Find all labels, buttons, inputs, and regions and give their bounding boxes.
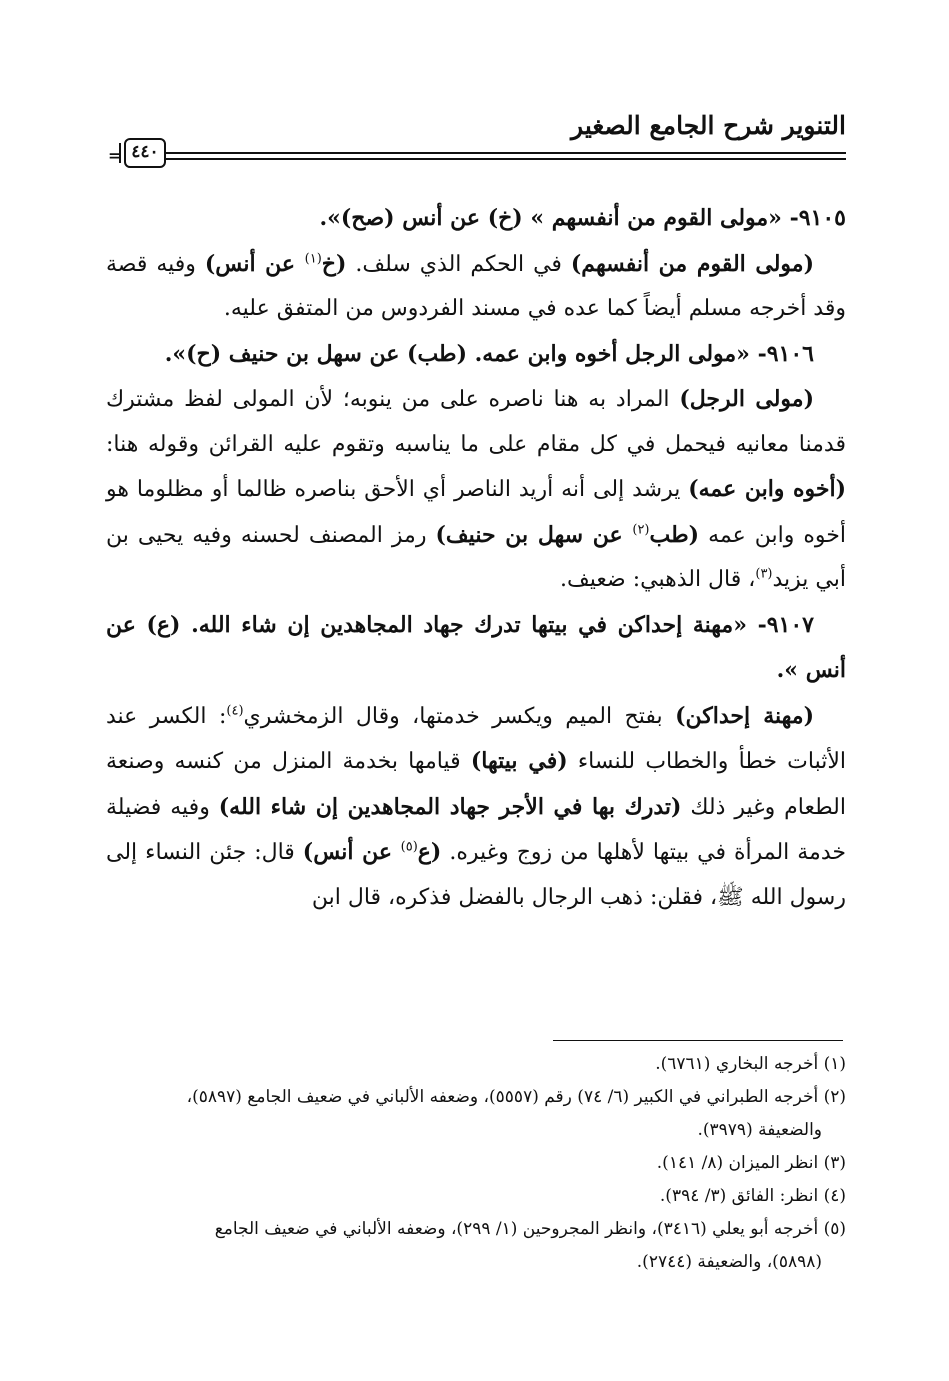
commentary-bold: (في بيتها) [470, 748, 568, 774]
footnote-2-cont: والضعيفة (٣٩٧٩). [697, 1120, 822, 1140]
footnote-4: (٤) انظر: الفائق (٣/ ٣٩٤). [659, 1186, 846, 1206]
commentary-text: قيامها بخدمة المنزل من كنسه وصنعة الطعام وغير ذلك [106, 749, 846, 820]
hadith-number: ٩١٠٦- [749, 340, 814, 367]
main-text [106, 196, 846, 920]
hadith-text: «مولى القوم من أنفسهم » (خ) عن أنس (صح)». [319, 205, 782, 231]
footnote-1: (١) أخرجه البخاري (٦٧٦١). [655, 1054, 846, 1074]
commentary-text: يرشد إلى أنه أريد الناصر أي الأحق بناصره ظالما أو مظلوما هو أخوه وابن عمه [106, 477, 846, 548]
page-header [106, 108, 846, 178]
footnote-3: (٣) انظر الميزان (٨/ ١٤١). [656, 1153, 846, 1173]
footnotes [106, 1048, 846, 1279]
footnote-ref-5[interactable]: (٥) [400, 839, 418, 855]
commentary-bold: (أخوه وابن عمه) [688, 476, 846, 502]
footnote-5: (٥) أخرجه أبو يعلي (٣٤١٦)، وانظر المجروحين (١/ ٢٩٩)، وضعفه الألباني في ضعيف الجامع [214, 1219, 846, 1239]
commentary-bold: (مولى الرجل) [679, 386, 814, 412]
page-number: ٤٤٠ [124, 138, 166, 168]
footnote-ref-4[interactable]: (٤) [226, 703, 244, 719]
commentary-9106 [106, 377, 846, 603]
commentary-text: وفيه فضيلة خدمة المرأة في بيتها لأهلها من زوج وغيره. [106, 794, 846, 865]
commentary-text: في الحكم الذي سلف. [346, 251, 571, 277]
commentary-bold: عن أنس) [204, 250, 305, 277]
commentary-text: : الكسر عند الأثبات خطأ والخطاب للنساء [106, 703, 847, 774]
commentary-9105 [106, 242, 846, 332]
hadith-text: «مولى الرجل أخوه وابن عمه. (طب) عن سهل بن حنيف (ح)». [164, 340, 750, 367]
commentary-bold: (تدرك بها في الأجر جهاد المجاهدين إن شاء الله) [218, 793, 682, 820]
commentary-text: وقد أخرجه مسلم أيضاً كما عده في مسند الفردوس من المتفق عليه. [223, 296, 846, 321]
hadith-9105 [106, 196, 846, 242]
hadith-text: «مهنة إحداكن في بيتها تدرك جهاد المجاهدين إن شاء الله. (ع) عن أنس ». [106, 611, 846, 683]
header-rule-bottom [164, 158, 846, 160]
commentary-text: رمز المصنف لحسنه وفيه يحيى بن أبي يزيد [106, 522, 846, 592]
commentary-9107 [106, 694, 846, 921]
page-number-bar: = [108, 146, 122, 165]
footnote-5-cont: (٥٨٩٨)، والضعيفة (٢٧٤٤). [636, 1252, 822, 1272]
commentary-bold: (مهنة إحداكن) [675, 702, 814, 729]
running-title: التنوير شرح الجامع الصغير [571, 111, 846, 140]
commentary-bold: (خ [321, 250, 347, 277]
header-rule-top [164, 152, 846, 154]
commentary-bold: (مولى القوم من أنفسهم) [570, 250, 814, 277]
commentary-bold: (طب [649, 521, 700, 548]
hadith-number: ٩١٠٧- [746, 611, 814, 638]
commentary-text: المراد به هنا ناصره على من ينوبه؛ لأن المولى لفظ مشترك قدمنا معانيه فيحمل في كل مقام على ما يناسبه وتقوم عليه القرائن وقوله هنا: [106, 387, 846, 457]
commentary-text: ، قال الذهبي: ضعيف. [560, 567, 756, 592]
commentary-bold: عن سهل بن حنيف) [435, 521, 633, 548]
hadith-9107 [106, 603, 846, 694]
hadith-number: ٩١٠٥- [781, 205, 846, 231]
hadith-9106 [106, 332, 846, 378]
commentary-text: قال: جئن النساء إلى رسول الله ﷺ، فقلن: ذهب الرجال بالفضل فذكره، قال ابن [106, 840, 846, 910]
footnote-ref-3[interactable]: (٣) [755, 566, 773, 582]
commentary-text: وفيه قصة [106, 251, 205, 277]
commentary-text: بفتح الميم ويكسر خدمتها، وقال الزمخشري [243, 703, 676, 729]
commentary-bold: (ع [417, 839, 442, 865]
footnote-separator [553, 1040, 843, 1041]
footnote-ref-1[interactable]: (١) [304, 251, 322, 267]
commentary-bold: عن أنس) [302, 839, 401, 865]
footnote-ref-2[interactable]: (٢) [632, 522, 650, 538]
footnote-2: (٢) أخرجه الطبراني في الكبير (٦/ ٧٤) رقم (٥٥٥٧)، وضعفه الألباني في ضعيف الجامع (٥٨٩٧)، [186, 1087, 846, 1107]
